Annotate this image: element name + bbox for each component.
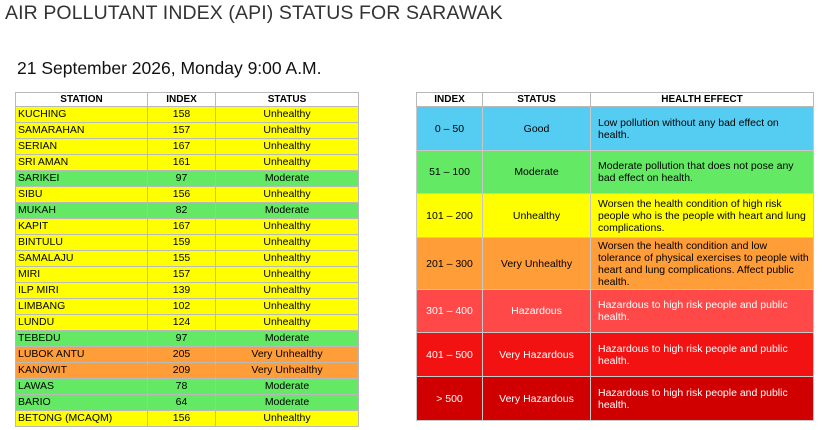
station-row (16, 363, 359, 379)
station-index-cell: 157 (148, 123, 216, 139)
station-status-cell: Unhealthy (216, 107, 359, 123)
station-status-cell: Unhealthy (216, 299, 359, 315)
legend-status: Very Hazardous (483, 377, 591, 421)
legend-index-range: 0 – 50 (417, 107, 483, 151)
station-column-header: STATION (16, 93, 148, 107)
station-name-cell: KUCHING (16, 107, 148, 123)
station-index-cell: 156 (148, 411, 216, 427)
station-name-cell: SARIKEI (16, 171, 148, 187)
report-date: 21 September 2026, Monday 9:00 A.M. (17, 58, 322, 78)
legend-row-good (417, 107, 814, 151)
station-index-cell: 102 (148, 299, 216, 315)
station-name-cell: BARIO (16, 395, 148, 411)
station-status-cell: Moderate (216, 395, 359, 411)
station-status-cell: Unhealthy (216, 411, 359, 427)
station-index-cell: 161 (148, 155, 216, 171)
station-name-cell: LIMBANG (16, 299, 148, 315)
station-index-cell: 155 (148, 251, 216, 267)
station-row (16, 235, 359, 251)
station-name-cell: ILP MIRI (16, 283, 148, 299)
station-index-cell: 158 (148, 107, 216, 123)
station-status-cell: Unhealthy (216, 123, 359, 139)
station-row (16, 395, 359, 411)
station-status-cell: Unhealthy (216, 315, 359, 331)
legend-row-moderate (417, 151, 814, 194)
station-status-cell: Unhealthy (216, 283, 359, 299)
station-name-cell: LUBOK ANTU (16, 347, 148, 363)
station-index-cell: 157 (148, 267, 216, 283)
station-row (16, 107, 359, 123)
legend-status-header: STATUS (483, 93, 591, 107)
legend-index-range: 51 – 100 (417, 151, 483, 194)
station-row (16, 331, 359, 347)
legend-health-effect: Moderate pollution that does not pose any bad effect on health. (591, 151, 814, 194)
station-status-cell: Unhealthy (216, 155, 359, 171)
legend-status: Moderate (483, 151, 591, 194)
station-row (16, 283, 359, 299)
station-status-cell: Unhealthy (216, 139, 359, 155)
station-index-cell: 167 (148, 139, 216, 155)
legend-health-effect-header: HEALTH EFFECT (591, 93, 814, 107)
station-index-cell: 97 (148, 331, 216, 347)
station-index-cell: 64 (148, 395, 216, 411)
station-name-cell: SRI AMAN (16, 155, 148, 171)
station-status-cell: Moderate (216, 331, 359, 347)
station-status-cell: Unhealthy (216, 187, 359, 203)
station-name-cell: BETONG (MCAQM) (16, 411, 148, 427)
legend-index-range: > 500 (417, 377, 483, 421)
station-api-table (15, 92, 359, 427)
legend-row-unhealthy (417, 194, 814, 238)
station-name-cell: BINTULU (16, 235, 148, 251)
station-row (16, 411, 359, 427)
station-status-cell: Very Unhealthy (216, 363, 359, 379)
station-row (16, 347, 359, 363)
legend-row-hazardous (417, 290, 814, 333)
station-index-cell: 139 (148, 283, 216, 299)
legend-status: Good (483, 107, 591, 151)
legend-health-effect: Low pollution without any bad effect on health. (591, 107, 814, 151)
station-index-cell: 156 (148, 187, 216, 203)
legend-health-effect: Worsen the health condition of high risk people who is the people with heart and lung complications. (591, 194, 814, 238)
legend-row-very-hazardous-2 (417, 377, 814, 421)
station-status-cell: Unhealthy (216, 219, 359, 235)
station-table-header-row (16, 93, 359, 107)
station-index-cell: 159 (148, 235, 216, 251)
legend-index-range: 201 – 300 (417, 238, 483, 290)
station-name-cell: SAMALAJU (16, 251, 148, 267)
legend-status: Unhealthy (483, 194, 591, 238)
station-row (16, 171, 359, 187)
station-index-cell: 167 (148, 219, 216, 235)
station-name-cell: SAMARAHAN (16, 123, 148, 139)
station-row (16, 251, 359, 267)
legend-index-range: 101 – 200 (417, 194, 483, 238)
station-index-cell: 82 (148, 203, 216, 219)
station-name-cell: SERIAN (16, 139, 148, 155)
page-title: AIR POLLUTANT INDEX (API) STATUS FOR SARAWAK (5, 2, 503, 24)
station-name-cell: LUNDU (16, 315, 148, 331)
legend-status: Very Hazardous (483, 333, 591, 377)
station-row (16, 299, 359, 315)
station-status-cell: Unhealthy (216, 267, 359, 283)
station-status-cell: Moderate (216, 379, 359, 395)
station-row (16, 155, 359, 171)
station-name-cell: SIBU (16, 187, 148, 203)
station-name-cell: MUKAH (16, 203, 148, 219)
station-status-cell: Moderate (216, 203, 359, 219)
station-row (16, 203, 359, 219)
station-row (16, 123, 359, 139)
station-status-cell: Moderate (216, 171, 359, 187)
station-status-cell: Very Unhealthy (216, 347, 359, 363)
station-name-cell: KAPIT (16, 219, 148, 235)
legend-row-very-unhealthy (417, 238, 814, 290)
station-row (16, 315, 359, 331)
station-index-cell: 209 (148, 363, 216, 379)
legend-table-header-row (417, 93, 814, 107)
legend-health-effect: Hazardous to high risk people and public health. (591, 333, 814, 377)
legend-status: Very Unhealthy (483, 238, 591, 290)
status-column-header: STATUS (216, 93, 359, 107)
station-row (16, 187, 359, 203)
index-column-header: INDEX (148, 93, 216, 107)
station-row (16, 267, 359, 283)
legend-index-range: 301 – 400 (417, 290, 483, 333)
station-row (16, 379, 359, 395)
station-name-cell: LAWAS (16, 379, 148, 395)
station-name-cell: TEBEDU (16, 331, 148, 347)
station-status-cell: Unhealthy (216, 235, 359, 251)
station-index-cell: 97 (148, 171, 216, 187)
station-row (16, 139, 359, 155)
station-row (16, 219, 359, 235)
station-status-cell: Unhealthy (216, 251, 359, 267)
legend-health-effect: Hazardous to high risk people and public health. (591, 290, 814, 333)
legend-row-very-hazardous-1 (417, 333, 814, 377)
legend-status: Hazardous (483, 290, 591, 333)
legend-index-range: 401 – 500 (417, 333, 483, 377)
station-index-cell: 78 (148, 379, 216, 395)
station-name-cell: MIRI (16, 267, 148, 283)
api-legend-table (416, 92, 814, 421)
station-index-cell: 124 (148, 315, 216, 331)
station-name-cell: KANOWIT (16, 363, 148, 379)
legend-health-effect: Worsen the health condition and low tolerance of physical exercises to people with heart and lung complications. Affect public health. (591, 238, 814, 290)
station-index-cell: 205 (148, 347, 216, 363)
legend-index-header: INDEX (417, 93, 483, 107)
legend-health-effect: Hazardous to high risk people and public health. (591, 377, 814, 421)
